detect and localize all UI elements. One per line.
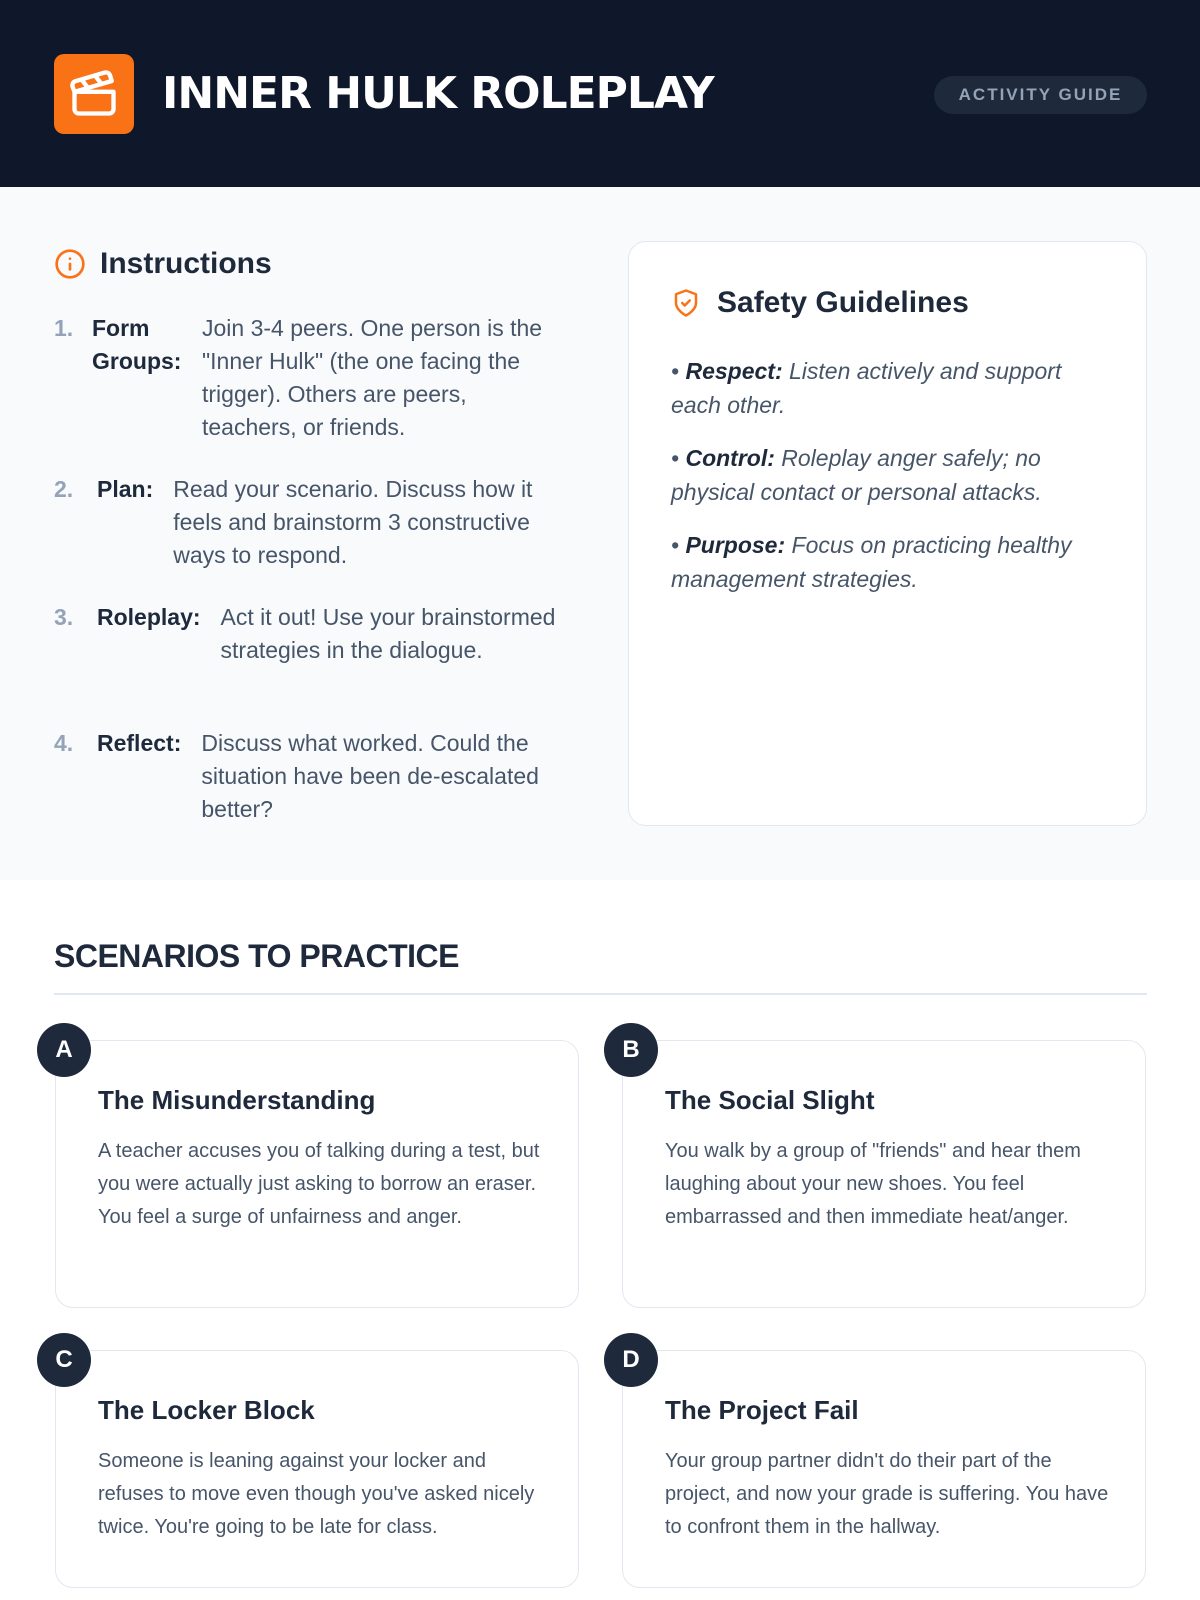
instruction-step <box>54 473 573 572</box>
clapperboard-icon <box>68 68 120 120</box>
safety-heading <box>671 286 969 320</box>
instructions-heading-text: Instructions <box>100 247 272 280</box>
instructions-section <box>0 187 1200 880</box>
scenario-letter-badge: C <box>37 1333 91 1387</box>
scenario-text: You walk by a group of "friends" and hear them laughing about your new shoes. You feel embarrassed and then immediate heat/anger. <box>665 1140 1081 1228</box>
page-header <box>0 0 1200 187</box>
scenario-card-c <box>55 1350 579 1588</box>
logo <box>54 54 134 134</box>
scenario-letter-badge: A <box>37 1023 91 1077</box>
safety-rule: • Respect: Listen actively and support each other. <box>671 358 1062 418</box>
rule-label: Purpose: <box>685 532 786 558</box>
instruction-step <box>54 312 558 444</box>
scenario-title: The Social Slight <box>665 1085 875 1115</box>
safety-rule: • Purpose: Focus on practicing healthy management strategies. <box>671 532 1072 592</box>
scenarios-heading: SCENARIOS TO PRACTICE <box>54 938 459 974</box>
rule-text: Listen actively and support each other. <box>671 358 1062 418</box>
step-text: Act it out! Use your brainstormed strategies in the dialogue. <box>220 604 556 663</box>
safety-guidelines-card <box>628 241 1147 826</box>
rule-label: Control: <box>685 445 775 471</box>
step-number: 4. <box>54 730 74 756</box>
instructions-heading <box>54 247 272 281</box>
safety-rule: • Control: Roleplay anger safely; no physical contact or personal attacks. <box>671 445 1042 505</box>
scenario-title: The Locker Block <box>98 1395 315 1425</box>
scenario-text: A teacher accuses you of talking during a test, but you were actually just asking to borrow an eraser. You feel a surge of unfairness and anger. <box>98 1140 540 1228</box>
info-icon <box>54 248 86 280</box>
rule-text: Roleplay anger safely; no physical contact or personal attacks. <box>671 445 1042 505</box>
instruction-step <box>54 601 561 667</box>
step-number: 3. <box>54 604 74 630</box>
scenario-text: Someone is leaning against your locker and refuses to move even though you've asked nicely twice. You're going to be late for class. <box>98 1450 535 1538</box>
scenario-title: The Misunderstanding <box>98 1085 376 1115</box>
safety-heading-text: Safety Guidelines <box>717 286 969 319</box>
scenarios-divider <box>54 993 1147 995</box>
rule-text: Focus on practicing healthy management strategies. <box>671 532 1072 592</box>
scenario-text: Your group partner didn't do their part of the project, and now your grade is suffering. You have to confront them in the hallway. <box>665 1450 1109 1538</box>
step-number: 1. <box>54 315 74 341</box>
step-text: Join 3-4 peers. One person is the "Inner Hulk" (the one facing the trigger). Others are peers, teachers, or friends. <box>202 315 543 440</box>
step-label: Roleplay: <box>97 604 201 630</box>
scenario-title: The Project Fail <box>665 1395 859 1425</box>
scenario-card-a <box>55 1040 579 1308</box>
step-label: Plan: <box>97 476 154 502</box>
activity-guide-badge: ACTIVITY GUIDE <box>934 76 1147 114</box>
shield-check-icon <box>671 287 701 319</box>
step-text: Read your scenario. Discuss how it feels and brainstorm 3 constructive ways to respond. <box>173 476 533 568</box>
rule-label: Respect: <box>685 358 783 384</box>
step-label: Reflect: <box>97 730 182 756</box>
step-label: Form Groups: <box>92 315 182 374</box>
page-title: INNER HULK ROLEPLAY <box>162 68 714 119</box>
scenario-letter-badge: B <box>604 1023 658 1077</box>
step-number: 2. <box>54 476 74 502</box>
scenario-letter-badge: D <box>604 1333 658 1387</box>
scenario-card-b <box>622 1040 1146 1308</box>
scenario-card-d <box>622 1350 1146 1588</box>
step-text: Discuss what worked. Could the situation have been de-escalated better? <box>201 730 539 822</box>
instruction-step <box>54 727 571 826</box>
